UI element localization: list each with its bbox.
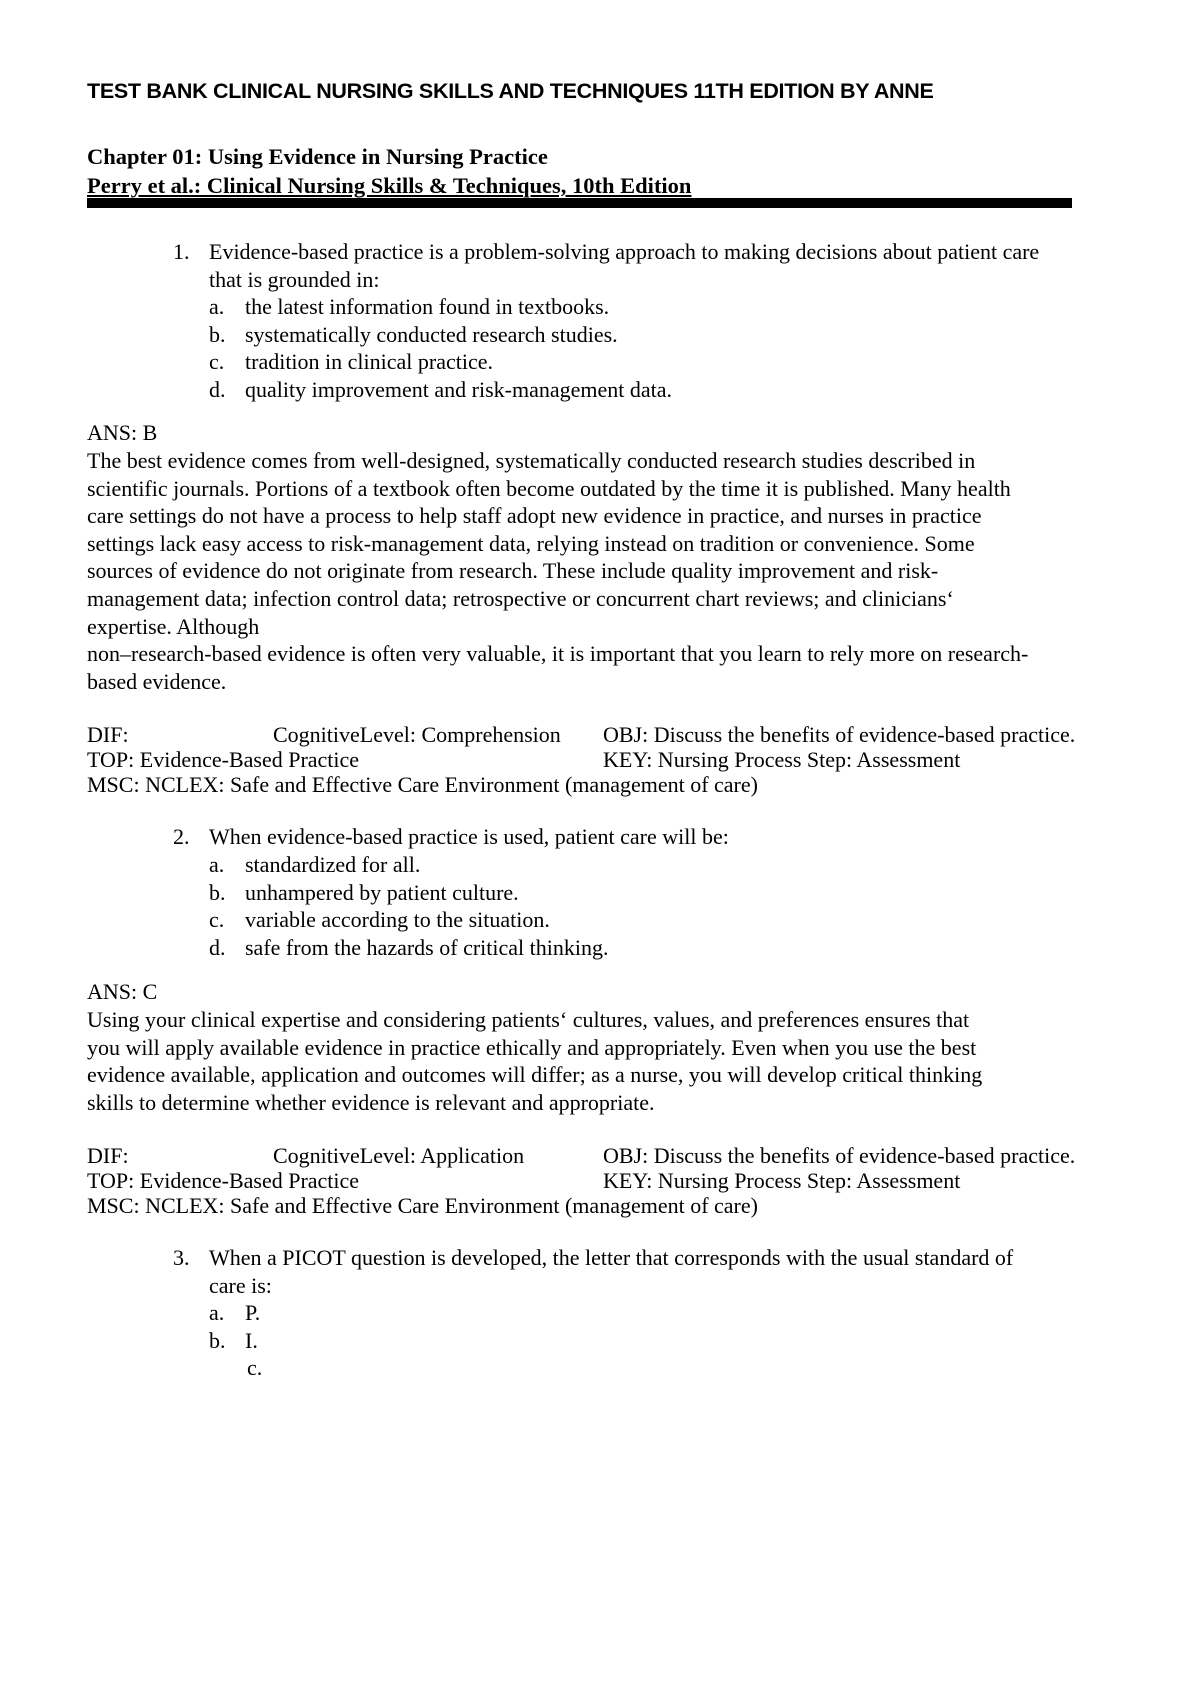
option-text: tradition in clinical practice. xyxy=(245,349,494,375)
meta-dif: DIF: xyxy=(87,722,129,747)
rationale-line: you will apply available evidence in practice ethically and appropriately. Even when you use the best xyxy=(87,1034,977,1060)
rationale-line: based evidence. xyxy=(87,668,227,694)
option-text: safe from the hazards of critical thinking. xyxy=(245,934,609,960)
chapter-heading: Chapter 01: Using Evidence in Nursing Practice xyxy=(87,144,548,169)
option-b xyxy=(209,1327,283,1355)
option-letter: c. xyxy=(209,907,225,933)
rationale-line: care settings do not have a process to help staff adopt new evidence in practice, and nurses in practice xyxy=(87,503,982,529)
book-heading: Perry et al.: Clinical Nursing Skills & Techniques, 10th Edition xyxy=(87,173,692,198)
stem-line: that is grounded in: xyxy=(209,266,380,292)
meta-key: KEY: Nursing Process Step: Assessment xyxy=(603,1168,961,1193)
option-letter: a. xyxy=(209,852,225,877)
option-text: P. xyxy=(245,1300,261,1325)
option-letter: d. xyxy=(209,934,226,960)
option-letter: c. xyxy=(209,349,225,375)
option-list xyxy=(209,851,608,961)
option-a xyxy=(209,1299,283,1327)
option-c xyxy=(209,1354,283,1382)
meta-msc: MSC: NCLEX: Safe and Effective Care Environment (management of care) xyxy=(87,772,758,797)
option-text: I. xyxy=(245,1327,258,1353)
option-text: systematically conducted research studies. xyxy=(245,321,618,347)
rationale-line: settings lack easy access to risk-management data, relying instead on tradition or convenience. Some xyxy=(87,530,975,556)
rationale xyxy=(87,447,1028,695)
option-list xyxy=(209,1299,283,1382)
option-c xyxy=(209,906,608,934)
question-number: 1. xyxy=(173,239,190,264)
question-number: 3. xyxy=(173,1245,190,1270)
option-d xyxy=(209,934,608,962)
option-c xyxy=(209,348,672,376)
rationale-line: non–research-based evidence is often very valuable, it is important that you learn to rely more on research- xyxy=(87,641,1029,667)
option-d xyxy=(209,376,672,404)
stem-line: When a PICOT question is developed, the letter that corresponds with the usual standard of xyxy=(209,1245,1014,1270)
meta-dif: DIF: xyxy=(87,1143,129,1168)
option-letter: b. xyxy=(209,1327,226,1353)
option-b xyxy=(209,321,672,349)
stem-line: When evidence-based practice is used, patient care will be: xyxy=(209,824,729,849)
option-letter: a. xyxy=(209,1300,225,1325)
rationale-line: skills to determine whether evidence is relevant and appropriate. xyxy=(87,1089,655,1115)
rationale-line: evidence available, application and outcomes will differ; as a nurse, you will develop critical thinking xyxy=(87,1062,983,1088)
option-text: standardized for all. xyxy=(245,852,421,877)
question-stem xyxy=(209,238,1039,293)
question-number: 2. xyxy=(173,824,190,849)
meta-objective: OBJ: Discuss the benefits of evidence-based practice. xyxy=(603,1143,1076,1168)
meta-key: KEY: Nursing Process Step: Assessment xyxy=(603,747,961,772)
document-title: TEST BANK CLINICAL NURSING SKILLS AND TECHNIQUES 11TH EDITION BY ANNE xyxy=(87,79,934,103)
stem-line: care is: xyxy=(209,1272,272,1298)
answer-key: ANS: C xyxy=(87,979,158,1004)
question-stem xyxy=(209,1244,1013,1299)
option-letter: b. xyxy=(209,879,226,905)
meta-objective: OBJ: Discuss the benefits of evidence-based practice. xyxy=(603,722,1076,747)
rationale-line: scientific journals. Portions of a textbook often become outdated by the time it is published. Many health xyxy=(87,475,1011,501)
meta-topic: TOP: Evidence-Based Practice xyxy=(87,747,360,772)
option-a xyxy=(209,851,608,879)
option-text: unhampered by patient culture. xyxy=(245,879,519,905)
option-text: variable according to the situation. xyxy=(245,907,550,933)
question-stem xyxy=(209,823,729,851)
option-list xyxy=(209,293,672,403)
option-letter: c. xyxy=(247,1355,263,1381)
rationale-line: Using your clinical expertise and considering patients‘ cultures, values, and preferences ensures that xyxy=(87,1007,970,1032)
option-text: the latest information found in textbooks. xyxy=(245,294,610,319)
option-letter: d. xyxy=(209,376,226,402)
option-b xyxy=(209,879,608,907)
rationale-line: expertise. Although xyxy=(87,613,260,639)
heading-divider xyxy=(87,198,1072,208)
meta-cognitive-level: CognitiveLevel: Comprehension xyxy=(273,722,561,747)
option-letter: a. xyxy=(209,294,225,319)
option-letter: b. xyxy=(209,321,226,347)
option-text: quality improvement and risk-management data. xyxy=(245,376,673,402)
option-a xyxy=(209,293,672,321)
meta-cognitive-level: CognitiveLevel: Application xyxy=(273,1143,525,1168)
rationale-line: The best evidence comes from well-designed, systematically conducted research studies described in xyxy=(87,448,976,473)
answer-key: ANS: B xyxy=(87,420,158,445)
rationale-line: sources of evidence do not originate from research. These include quality improvement and risk- xyxy=(87,558,939,584)
rationale xyxy=(87,1006,982,1116)
meta-msc: MSC: NCLEX: Safe and Effective Care Environment (management of care) xyxy=(87,1193,758,1218)
meta-topic: TOP: Evidence-Based Practice xyxy=(87,1168,360,1193)
rationale-line: management data; infection control data; retrospective or concurrent chart reviews; and clinicians‘ xyxy=(87,585,954,611)
stem-line: Evidence-based practice is a problem-solving approach to making decisions about patient care xyxy=(209,239,1040,264)
